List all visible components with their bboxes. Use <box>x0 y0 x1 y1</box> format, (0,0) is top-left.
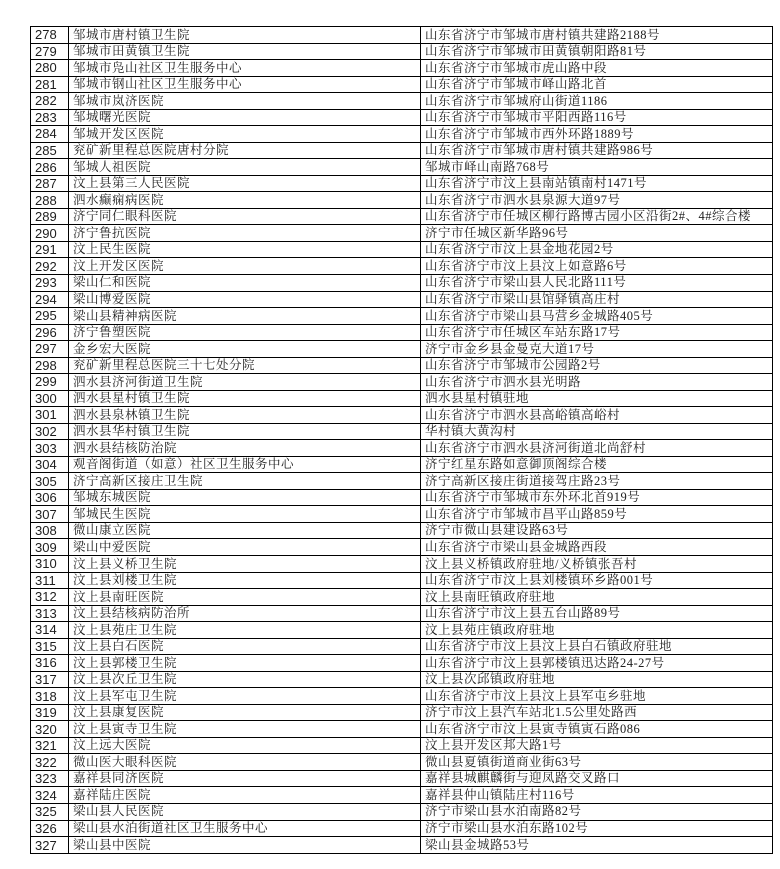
hospital-name-cell: 汶上县军屯卫生院 <box>69 688 421 705</box>
row-number-cell: 283 <box>31 109 69 126</box>
table-row <box>31 76 773 93</box>
hospital-address-cell: 嘉祥县仲山镇陆庄村116号 <box>421 787 773 804</box>
table-row <box>31 142 773 159</box>
hospital-name-cell: 泗水县华村镇卫生院 <box>69 423 421 440</box>
row-number-cell: 304 <box>31 456 69 473</box>
table-row <box>31 43 773 60</box>
hospital-address-cell: 山东省济宁市汶上县金地花园2号 <box>421 241 773 258</box>
row-number-cell: 285 <box>31 142 69 159</box>
table-row <box>31 556 773 573</box>
row-number-cell: 321 <box>31 737 69 754</box>
row-number-cell: 291 <box>31 241 69 258</box>
row-number-cell: 301 <box>31 407 69 424</box>
row-number-cell: 293 <box>31 274 69 291</box>
hospital-name-cell: 汶上县刘楼卫生院 <box>69 572 421 589</box>
hospital-name-cell: 济宁高新区接庄卫生院 <box>69 473 421 490</box>
hospital-address-cell: 山东省济宁市任城区车站东路17号 <box>421 324 773 341</box>
hospital-address-cell: 山东省济宁市汶上县寅寺镇寅石路086 <box>421 721 773 738</box>
row-number-cell: 324 <box>31 787 69 804</box>
row-number-cell: 287 <box>31 175 69 192</box>
row-number-cell: 314 <box>31 622 69 639</box>
hospital-address-cell: 山东省济宁市梁山县人民北路111号 <box>421 274 773 291</box>
table-row <box>31 241 773 258</box>
row-number-cell: 310 <box>31 556 69 573</box>
table-row <box>31 721 773 738</box>
table-row <box>31 803 773 820</box>
row-number-cell: 284 <box>31 126 69 143</box>
hospital-address-cell: 济宁市任城区新华路96号 <box>421 225 773 242</box>
table-row <box>31 291 773 308</box>
table-row <box>31 27 773 44</box>
row-number-cell: 282 <box>31 93 69 110</box>
table-row <box>31 192 773 209</box>
hospital-name-cell: 邹城市田黄镇卫生院 <box>69 43 421 60</box>
table-row <box>31 688 773 705</box>
row-number-cell: 322 <box>31 754 69 771</box>
hospital-address-cell: 山东省济宁市邹城市峄山路北首 <box>421 76 773 93</box>
table-row <box>31 175 773 192</box>
row-number-cell: 294 <box>31 291 69 308</box>
row-number-cell: 316 <box>31 655 69 672</box>
table-row <box>31 274 773 291</box>
hospital-address-cell: 梁山县金城路53号 <box>421 837 773 854</box>
hospital-name-cell: 邹城市岚济医院 <box>69 93 421 110</box>
hospital-address-cell: 山东省济宁市泗水县光明路 <box>421 374 773 391</box>
hospital-address-cell: 山东省济宁市邹城府山街道1186 <box>421 93 773 110</box>
table-row <box>31 787 773 804</box>
table-row <box>31 109 773 126</box>
row-number-cell: 289 <box>31 208 69 225</box>
hospital-name-cell: 泗水县济河街道卫生院 <box>69 374 421 391</box>
table-row <box>31 258 773 275</box>
hospital-name-cell: 济宁同仁眼科医院 <box>69 208 421 225</box>
hospital-name-cell: 金乡宏大医院 <box>69 341 421 358</box>
table-row <box>31 324 773 341</box>
table-row <box>31 357 773 374</box>
table-row <box>31 390 773 407</box>
row-number-cell: 311 <box>31 572 69 589</box>
row-number-cell: 323 <box>31 770 69 787</box>
hospital-address-cell: 汶上县南旺镇政府驻地 <box>421 589 773 606</box>
hospital-name-cell: 兖矿新里程总医院唐村分院 <box>69 142 421 159</box>
table-row <box>31 93 773 110</box>
hospital-address-cell: 微山县夏镇街道商业街63号 <box>421 754 773 771</box>
table-row <box>31 423 773 440</box>
hospital-address-cell: 邹城市峄山南路768号 <box>421 159 773 176</box>
hospital-name-cell: 济宁鲁抗医院 <box>69 225 421 242</box>
row-number-cell: 320 <box>31 721 69 738</box>
row-number-cell: 286 <box>31 159 69 176</box>
row-number-cell: 308 <box>31 522 69 539</box>
hospital-address-cell: 汶上县开发区邦大路1号 <box>421 737 773 754</box>
hospital-address-cell: 山东省济宁市汶上县汶上县军屯乡驻地 <box>421 688 773 705</box>
hospital-address-cell: 济宁市梁山县水泊东路102号 <box>421 820 773 837</box>
table-row <box>31 522 773 539</box>
hospital-name-cell: 泗水县泉林镇卫生院 <box>69 407 421 424</box>
hospital-address-cell: 山东省济宁市邹城市东外环北首919号 <box>421 489 773 506</box>
hospital-address-cell: 山东省济宁市邹城市田黄镇朝阳路81号 <box>421 43 773 60</box>
hospital-address-cell: 济宁市梁山县水泊南路82号 <box>421 803 773 820</box>
hospital-address-cell: 山东省济宁市汶上县南站镇南村1471号 <box>421 175 773 192</box>
hospital-name-cell: 观音阁街道（如意）社区卫生服务中心 <box>69 456 421 473</box>
hospital-name-cell: 汶上县康复医院 <box>69 704 421 721</box>
row-number-cell: 295 <box>31 308 69 325</box>
hospital-name-cell: 泗水癫痫病医院 <box>69 192 421 209</box>
hospital-name-cell: 兖矿新里程总医院三十七处分院 <box>69 357 421 374</box>
hospital-name-cell: 梁山县中医院 <box>69 837 421 854</box>
table-row <box>31 489 773 506</box>
row-number-cell: 325 <box>31 803 69 820</box>
hospital-name-cell: 汶上县南旺医院 <box>69 589 421 606</box>
hospital-address-cell: 山东省济宁市梁山县马营乡金城路405号 <box>421 308 773 325</box>
table-row <box>31 225 773 242</box>
hospital-name-cell: 微山医大眼科医院 <box>69 754 421 771</box>
table-row <box>31 770 773 787</box>
hospital-name-cell: 梁山县精神病医院 <box>69 308 421 325</box>
hospital-address-cell: 山东省济宁市汶上县汶上县白石镇政府驻地 <box>421 638 773 655</box>
hospital-name-cell: 嘉祥县同济医院 <box>69 770 421 787</box>
hospital-name-cell: 泗水县结核防治院 <box>69 440 421 457</box>
hospital-address-cell: 山东省济宁市泗水县高峪镇高峪村 <box>421 407 773 424</box>
row-number-cell: 307 <box>31 506 69 523</box>
hospital-address-cell: 山东省济宁市泗水县泉源大道97号 <box>421 192 773 209</box>
table-row <box>31 754 773 771</box>
hospital-address-cell: 山东省济宁市梁山县馆驿镇高庄村 <box>421 291 773 308</box>
table-row <box>31 308 773 325</box>
hospital-address-cell: 山东省济宁市邹城市昌平山路859号 <box>421 506 773 523</box>
hospital-address-cell: 山东省济宁市邹城市虎山路中段 <box>421 60 773 77</box>
table-row <box>31 737 773 754</box>
hospital-name-cell: 梁山仁和医院 <box>69 274 421 291</box>
table-row <box>31 622 773 639</box>
table-body <box>31 27 773 854</box>
table-row <box>31 704 773 721</box>
row-number-cell: 309 <box>31 539 69 556</box>
hospital-name-cell: 邹城东城医院 <box>69 489 421 506</box>
hospital-name-cell: 济宁鲁塑医院 <box>69 324 421 341</box>
row-number-cell: 281 <box>31 76 69 93</box>
hospital-address-cell: 济宁市金乡县金曼克大道17号 <box>421 341 773 358</box>
row-number-cell: 305 <box>31 473 69 490</box>
table-row <box>31 589 773 606</box>
row-number-cell: 296 <box>31 324 69 341</box>
hospital-address-cell: 泗水县星村镇驻地 <box>421 390 773 407</box>
hospital-name-cell: 汶上县郭楼卫生院 <box>69 655 421 672</box>
table-row <box>31 572 773 589</box>
hospital-name-cell: 邹城市凫山社区卫生服务中心 <box>69 60 421 77</box>
table-row <box>31 539 773 556</box>
row-number-cell: 298 <box>31 357 69 374</box>
row-number-cell: 306 <box>31 489 69 506</box>
row-number-cell: 312 <box>31 589 69 606</box>
hospital-address-table <box>30 26 773 854</box>
hospital-address-cell: 汶上县次邱镇政府驻地 <box>421 671 773 688</box>
table-row <box>31 671 773 688</box>
table-row <box>31 837 773 854</box>
hospital-name-cell: 邹城开发区医院 <box>69 126 421 143</box>
row-number-cell: 303 <box>31 440 69 457</box>
hospital-address-cell: 济宁红星东路如意御顶阁综合楼 <box>421 456 773 473</box>
table-row <box>31 605 773 622</box>
hospital-name-cell: 汶上开发区医院 <box>69 258 421 275</box>
hospital-address-cell: 汶上县义桥镇政府驻地/义桥镇张吾村 <box>421 556 773 573</box>
hospital-address-cell: 山东省济宁市梁山县金城路西段 <box>421 539 773 556</box>
table-row <box>31 407 773 424</box>
row-number-cell: 290 <box>31 225 69 242</box>
hospital-address-cell: 山东省济宁市邹城市唐村镇共建路2188号 <box>421 27 773 44</box>
row-number-cell: 280 <box>31 60 69 77</box>
hospital-name-cell: 微山康立医院 <box>69 522 421 539</box>
hospital-name-cell: 梁山博爱医院 <box>69 291 421 308</box>
table-row <box>31 440 773 457</box>
row-number-cell: 299 <box>31 374 69 391</box>
table-row <box>31 820 773 837</box>
row-number-cell: 297 <box>31 341 69 358</box>
hospital-address-cell: 山东省济宁市泗水县济河街道北尚舒村 <box>421 440 773 457</box>
hospital-address-cell: 山东省济宁市邹城市平阳西路116号 <box>421 109 773 126</box>
hospital-address-cell: 嘉祥县城麒麟街与迎凤路交叉路口 <box>421 770 773 787</box>
table-row <box>31 655 773 672</box>
hospital-address-cell: 华村镇大黄沟村 <box>421 423 773 440</box>
row-number-cell: 278 <box>31 27 69 44</box>
hospital-address-cell: 济宁市汶上县汽车站北1.5公里处路西 <box>421 704 773 721</box>
hospital-name-cell: 汶上县次丘卫生院 <box>69 671 421 688</box>
hospital-name-cell: 泗水县星村镇卫生院 <box>69 390 421 407</box>
row-number-cell: 313 <box>31 605 69 622</box>
table-row <box>31 473 773 490</box>
hospital-address-cell: 山东省济宁市任城区柳行路博古园小区沿街2#、4#综合楼 <box>421 208 773 225</box>
hospital-name-cell: 邹城市钢山社区卫生服务中心 <box>69 76 421 93</box>
hospital-address-cell: 山东省济宁市汶上县刘楼镇环乡路001号 <box>421 572 773 589</box>
hospital-name-cell: 邹城人祖医院 <box>69 159 421 176</box>
hospital-address-cell: 山东省济宁市汶上县汶上如意路6号 <box>421 258 773 275</box>
table-row <box>31 374 773 391</box>
table-row <box>31 60 773 77</box>
hospital-address-cell: 山东省济宁市邹城市西外环路1889号 <box>421 126 773 143</box>
table-row <box>31 159 773 176</box>
hospital-name-cell: 梁山县人民医院 <box>69 803 421 820</box>
row-number-cell: 279 <box>31 43 69 60</box>
table-row <box>31 638 773 655</box>
row-number-cell: 318 <box>31 688 69 705</box>
hospital-address-cell: 汶上县苑庄镇政府驻地 <box>421 622 773 639</box>
hospital-name-cell: 汶上县寅寺卫生院 <box>69 721 421 738</box>
table-row <box>31 126 773 143</box>
hospital-address-cell: 山东省济宁市汶上县郭楼镇迅达路24-27号 <box>421 655 773 672</box>
table-row <box>31 208 773 225</box>
hospital-name-cell: 汶上县苑庄卫生院 <box>69 622 421 639</box>
row-number-cell: 317 <box>31 671 69 688</box>
hospital-name-cell: 嘉祥陆庄医院 <box>69 787 421 804</box>
row-number-cell: 300 <box>31 390 69 407</box>
hospital-name-cell: 汶上县义桥卫生院 <box>69 556 421 573</box>
table-row <box>31 341 773 358</box>
hospital-address-cell: 济宁市微山县建设路63号 <box>421 522 773 539</box>
row-number-cell: 327 <box>31 837 69 854</box>
table-row <box>31 456 773 473</box>
hospital-address-cell: 山东省济宁市邹城市唐村镇共建路986号 <box>421 142 773 159</box>
hospital-name-cell: 邹城市唐村镇卫生院 <box>69 27 421 44</box>
row-number-cell: 292 <box>31 258 69 275</box>
hospital-address-cell: 济宁高新区接庄街道接驾庄路23号 <box>421 473 773 490</box>
hospital-name-cell: 邹城民生医院 <box>69 506 421 523</box>
hospital-name-cell: 汶上县白石医院 <box>69 638 421 655</box>
row-number-cell: 302 <box>31 423 69 440</box>
hospital-address-cell: 山东省济宁市汶上县五台山路89号 <box>421 605 773 622</box>
row-number-cell: 315 <box>31 638 69 655</box>
hospital-name-cell: 邹城曙光医院 <box>69 109 421 126</box>
table-row <box>31 506 773 523</box>
hospital-address-cell: 山东省济宁市邹城市公园路2号 <box>421 357 773 374</box>
row-number-cell: 326 <box>31 820 69 837</box>
row-number-cell: 288 <box>31 192 69 209</box>
hospital-name-cell: 汶上远大医院 <box>69 737 421 754</box>
row-number-cell: 319 <box>31 704 69 721</box>
hospital-name-cell: 汶上县第三人民医院 <box>69 175 421 192</box>
hospital-name-cell: 梁山县水泊街道社区卫生服务中心 <box>69 820 421 837</box>
hospital-name-cell: 汶上县结核病防治所 <box>69 605 421 622</box>
hospital-name-cell: 梁山中爱医院 <box>69 539 421 556</box>
hospital-name-cell: 汶上民生医院 <box>69 241 421 258</box>
